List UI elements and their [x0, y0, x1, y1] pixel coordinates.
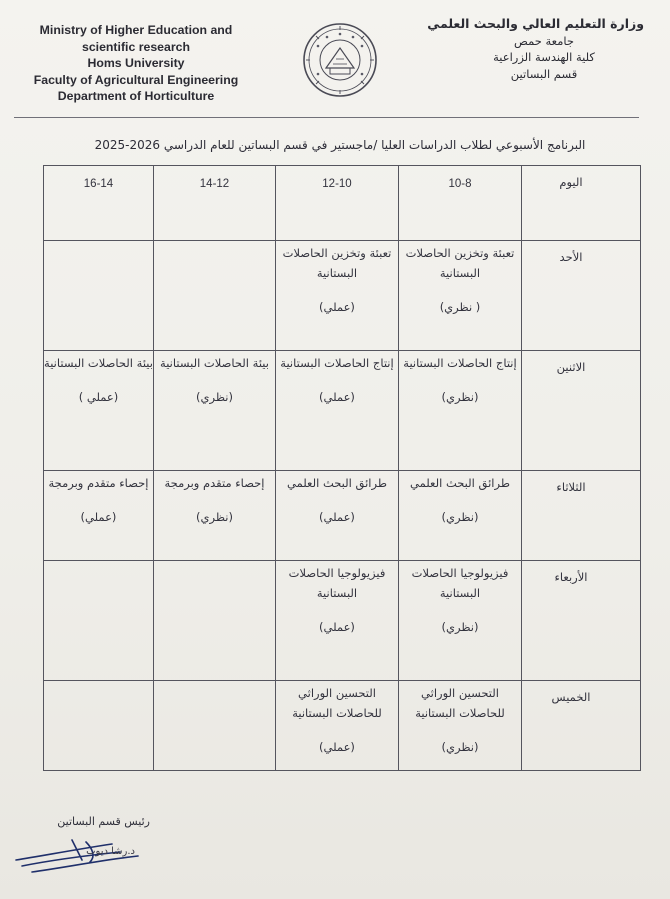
- session-type: (عملي): [319, 620, 355, 634]
- day-label: الأحد: [522, 241, 641, 351]
- english-header-line: Faculty of Agricultural Engineering: [33, 72, 239, 87]
- schedule-cell: [276, 681, 399, 771]
- table-header-row: [44, 166, 641, 241]
- schedule-cell: [276, 241, 399, 351]
- arabic-header: [427, 16, 644, 82]
- session-type: (نظري): [441, 740, 479, 754]
- time-slot-header: 16-14: [44, 166, 154, 241]
- schedule-cell: [276, 351, 399, 471]
- table-row: [44, 561, 641, 681]
- schedule-title: البرنامج الأسبوعي لطلاب الدراسات العليا /ماجستير في قسم البساتين للعام الدراسي 2026-2025: [94, 138, 586, 152]
- schedule-cell: [44, 561, 154, 681]
- session-type: (عملي): [80, 510, 117, 524]
- schedule-cell: [154, 561, 276, 681]
- schedule-cell: [276, 471, 399, 561]
- time-slot-header: 14-12: [154, 166, 276, 241]
- university-seal-icon: [300, 20, 380, 100]
- schedule-cell: [44, 351, 154, 471]
- course-name: طرائق البحث العلمي: [410, 476, 510, 490]
- day-column-header: اليوم: [522, 166, 641, 241]
- time-slot-header: 10-8: [399, 166, 522, 241]
- day-label: الخميس: [522, 681, 641, 771]
- session-type: (نظري): [196, 510, 233, 524]
- english-header-line: Department of Horticulture: [57, 89, 215, 103]
- table-row: [44, 471, 641, 561]
- day-label: الاثنين: [522, 351, 641, 471]
- english-header-line: Ministry of Higher Education and: [39, 23, 233, 37]
- course-name: فيزيولوجيا الحاصلات البستانية: [411, 566, 509, 600]
- course-name: بيئة الحاصلات البستانية: [160, 356, 269, 370]
- course-name: فيزيولوجيا الحاصلات البستانية: [288, 566, 386, 600]
- header-divider: [14, 117, 639, 118]
- course-name: بيئة الحاصلات البستانية: [44, 356, 153, 370]
- arabic-header-line: جامعة حمص: [514, 33, 574, 48]
- day-label: الثلاثاء: [522, 471, 641, 561]
- session-type: (نظري): [441, 510, 479, 524]
- schedule-cell: [399, 471, 522, 561]
- english-header-line: Homs University: [87, 56, 185, 70]
- arabic-header-line: وزارة التعليم العالي والبحث العلمي: [427, 16, 644, 31]
- schedule-cell: [276, 561, 399, 681]
- session-type: (نظري): [441, 620, 479, 634]
- schedule-cell: [44, 681, 154, 771]
- weekly-schedule-table: [43, 165, 641, 771]
- course-name: إحصاء متقدم وبرمجة: [48, 476, 149, 490]
- course-name: طرائق البحث العلمي: [287, 476, 387, 490]
- arabic-header-line: قسم البساتين: [510, 66, 578, 81]
- table-row: [44, 241, 641, 351]
- day-label: الأربعاء: [522, 561, 641, 681]
- course-name: التحسين الوراثي للحاصلات البستانية: [292, 686, 382, 720]
- session-type: (عملي): [319, 740, 355, 754]
- schedule-cell: [399, 681, 522, 771]
- time-slot-header: 12-10: [276, 166, 399, 241]
- session-type: (نظري): [441, 390, 479, 404]
- session-type: ( نظري): [439, 300, 481, 314]
- course-name: التحسين الوراثي للحاصلات البستانية: [415, 686, 505, 720]
- schedule-cell: [154, 471, 276, 561]
- signatory-name: د.رشا ديوب: [86, 846, 135, 857]
- schedule-cell: [154, 681, 276, 771]
- schedule-cell: [44, 241, 154, 351]
- session-type: (عملي): [319, 510, 355, 524]
- schedule-cell: [399, 241, 522, 351]
- arabic-header-line: كلية الهندسة الزراعية: [493, 50, 595, 64]
- schedule-cell: [154, 241, 276, 351]
- table-row: [44, 351, 641, 471]
- course-name: تعبئة وتخزين الحاصلات البستانية: [282, 246, 392, 280]
- session-type: (عملي ): [78, 390, 119, 404]
- signatory-title: رئيس قسم البساتين: [57, 815, 150, 828]
- course-name: إنتاج الحاصلات البستانية: [280, 356, 394, 370]
- table-row: [44, 681, 641, 771]
- course-name: إنتاج الحاصلات البستانية: [403, 356, 517, 370]
- course-name: تعبئة وتخزين الحاصلات البستانية: [405, 246, 515, 280]
- schedule-cell: [399, 351, 522, 471]
- english-header: [22, 22, 250, 105]
- schedule-cell: [44, 471, 154, 561]
- english-header-line: scientific research: [81, 39, 190, 54]
- course-name: إحصاء متقدم وبرمجة: [164, 476, 265, 490]
- session-type: (عملي): [319, 300, 355, 314]
- session-type: (عملي): [319, 390, 355, 404]
- schedule-cell: [154, 351, 276, 471]
- schedule-cell: [399, 561, 522, 681]
- session-type: (نظري): [196, 390, 233, 404]
